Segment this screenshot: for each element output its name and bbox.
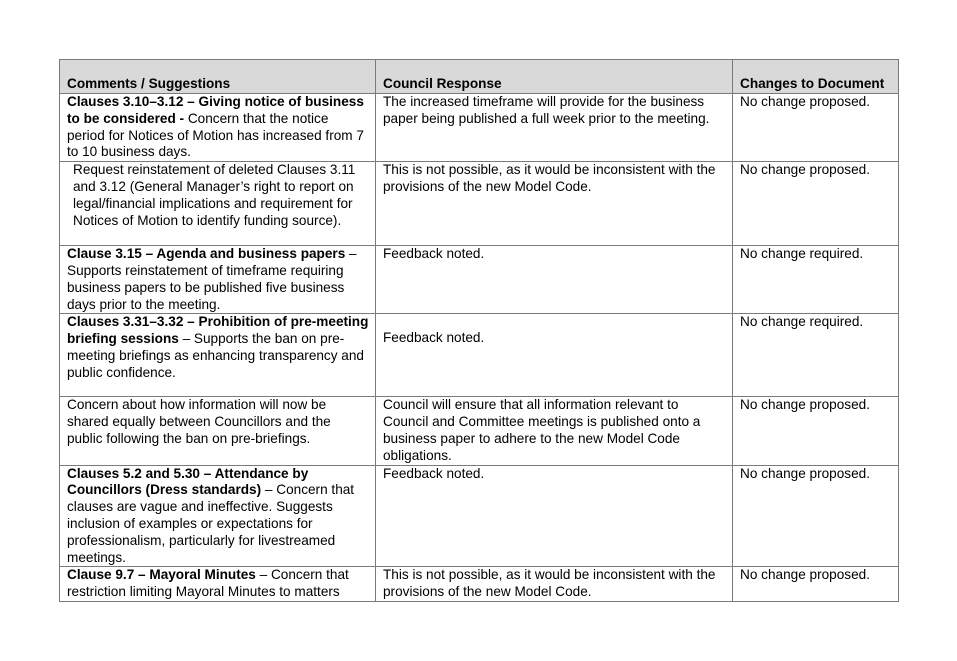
response-cell: Council will ensure that all information relevant to Council and Committee meetings is published onto a business paper to adhere to the new Model Code obligations. [376,397,733,465]
comment-cell [60,397,376,465]
header-changes-to-document: Changes to Document [733,60,899,94]
response-cell: This is not possible, as it would be inconsistent with the provisions of the new Model Code. [376,567,733,602]
comment-heading: Clauses 3.31–3.32 – Prohibition of pre-meeting briefing sessions [67,314,369,347]
comment-cell [60,246,376,314]
comment-text: – Supports reinstatement of timeframe requiring business papers to be published five business days prior to the meeting. [67,246,357,312]
header-comments: Comments / Suggestions [60,60,376,94]
table-row [60,246,899,314]
comment-text: Request reinstatement of deleted Clauses 3.11 and 3.12 (General Manager’s right to report on legal/financial implications and requirement for Notices of Motion to identify funding source). [73,162,356,228]
table-row [60,397,899,465]
response-cell: Feedback noted. [376,465,733,567]
comment-cell [60,567,376,602]
table-row [60,314,899,397]
comment-heading: Clause 9.7 – Mayoral Minutes [67,567,256,583]
comment-cell [60,465,376,567]
comment-heading: Clause 3.15 – Agenda and business papers [67,246,346,262]
table-header-row [60,60,899,94]
consultation-feedback-table [59,59,899,602]
response-cell: This is not possible, as it would be inconsistent with the provisions of the new Model Code. [376,162,733,246]
table-row [60,162,899,246]
table-row [60,567,899,602]
change-cell: No change required. [733,246,899,314]
change-cell: No change proposed. [733,162,899,246]
table-row [60,465,899,567]
change-cell: No change required. [733,314,899,397]
comment-cell [60,94,376,162]
change-cell: No change proposed. [733,465,899,567]
table-row [60,94,899,162]
response-cell: Feedback noted. [376,246,733,314]
header-council-response: Council Response [376,60,733,94]
change-cell: No change proposed. [733,567,899,602]
comment-heading: Clauses 3.10–3.12 – Giving notice of business to be considered - [67,94,364,126]
comment-text: – Concern that clauses are vague and ineffective. Suggests inclusion of examples or expectations for professionalism, particularly for livestreamed meetings. [67,482,355,565]
comment-text: – Concern that restriction limiting Mayoral Minutes to matters [67,567,349,600]
comment-heading: Clauses 5.2 and 5.30 – Attendance by Councillors (Dress standards) [67,465,309,498]
comment-text: Concern that the notice period for Notices of Motion has increased from 7 to 10 business days. [67,110,364,160]
comment-text: Concern about how information will now be shared equally between Councillors and the public following the ban on pre-briefings. [67,397,331,446]
change-cell: No change proposed. [733,397,899,465]
comment-cell [60,162,376,246]
comment-cell [60,314,376,397]
comment-text: – Supports the ban on pre-meeting briefings as enhancing transparency and public confidence. [67,331,364,380]
change-cell: No change proposed. [733,94,899,162]
response-cell: Feedback noted. [376,314,733,397]
response-cell: The increased timeframe will provide for the business paper being published a full week prior to the meeting. [376,94,733,162]
